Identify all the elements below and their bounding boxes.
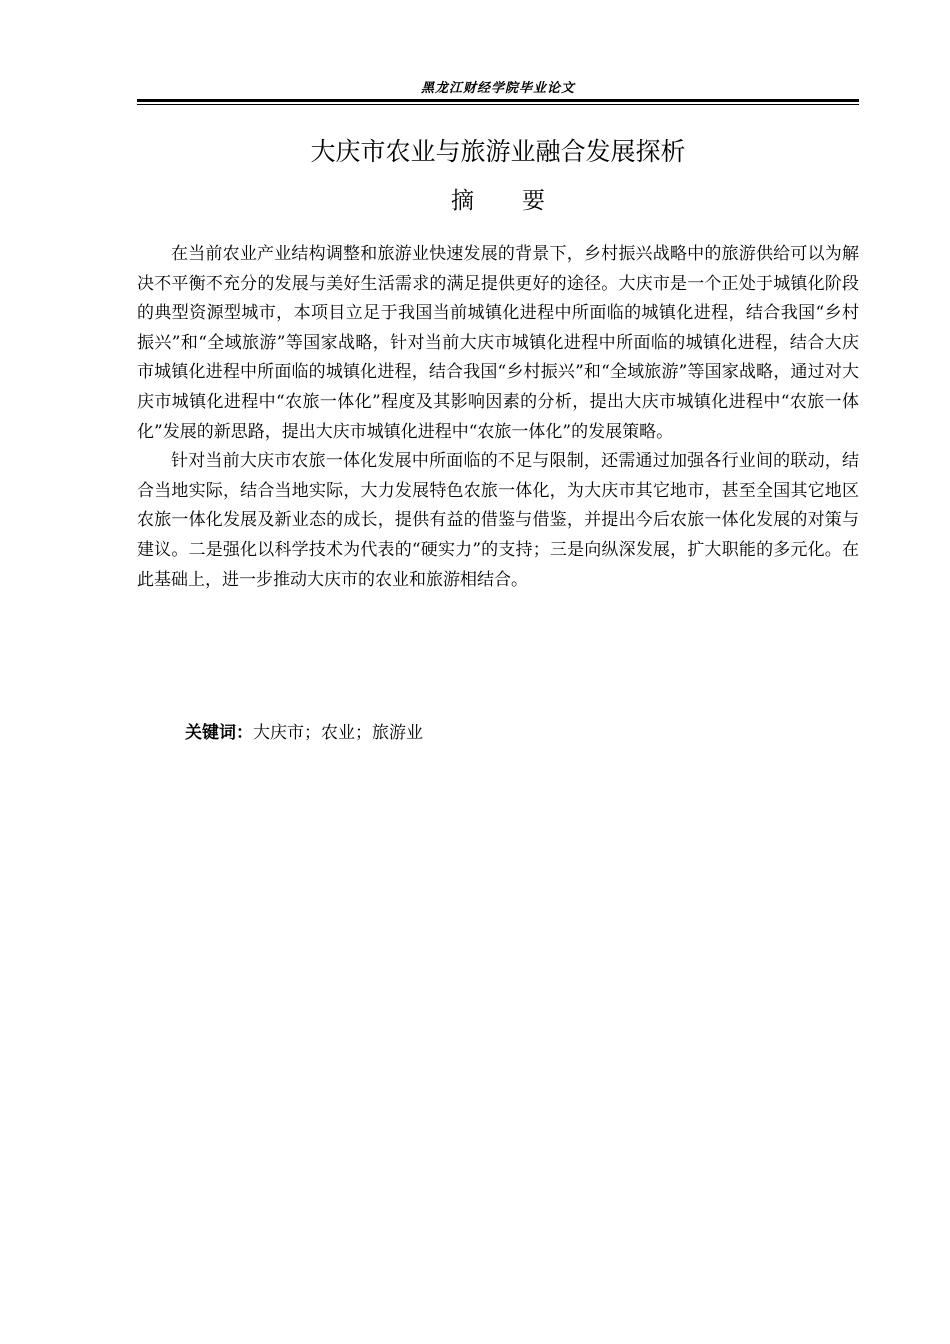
abstract-body (137, 240, 859, 595)
header-rule-thick (137, 99, 859, 102)
paper-title: 大庆市农业与旅游业融合发展探析 (310, 137, 686, 166)
abstract-heading: 摘要 (451, 188, 593, 214)
running-header: 黑龙江财经学院毕业论文 (420, 81, 575, 96)
abstract-paragraph-1: 在当前农业产业结构调整和旅游业快速发展的背景下，乡村振兴战略中的旅游供给可以为解决不平衡不充分的发展与美好生活需求的满足提供更好的途径。大庆市是一个正处于城镇化阶段的典型资源型城市，本项目立足于我国当前城镇化进程中所面临的城镇化进程，结合我国“乡村振兴”和“全域旅游”等国家战略，针对当前大庆市城镇化进程中所面临的城镇化进程，结合大庆市城镇化进程中所面临的城镇化进程，结合我国“乡村振兴”和“全域旅游”等国家战略，通过对大庆市城镇化进程中“农旅一体化”程度及其影响因素的分析，提出大庆市城镇化进程中“农旅一体化”发展的新思路，提出大庆市城镇化进程中“农旅一体化”的发展策略。 (137, 244, 859, 442)
keywords-line (185, 719, 423, 747)
abstract-paragraph-2: 针对当前大庆市农旅一体化发展中所面临的不足与限制，还需通过加强各行业间的联动，结合当地实际，结合当地实际，大力发展特色农旅一体化，为大庆市其它地市，甚至全国其它地区农旅一体化发展及新业态的成长，提供有益的借鉴与借鉴，并提出今后农旅一体化发展的对策与建议。二是强化以科学技术为代表的“硬实力”的支持；三是向纵深发展，扩大职能的多元化。在此基础上，进一步推动大庆市的农业和旅游相结合。 (137, 451, 859, 590)
header-rule-thin (137, 104, 859, 105)
keywords-label: 关键词： (185, 723, 253, 743)
keywords-value: 大庆市；农业；旅游业 (253, 723, 423, 743)
